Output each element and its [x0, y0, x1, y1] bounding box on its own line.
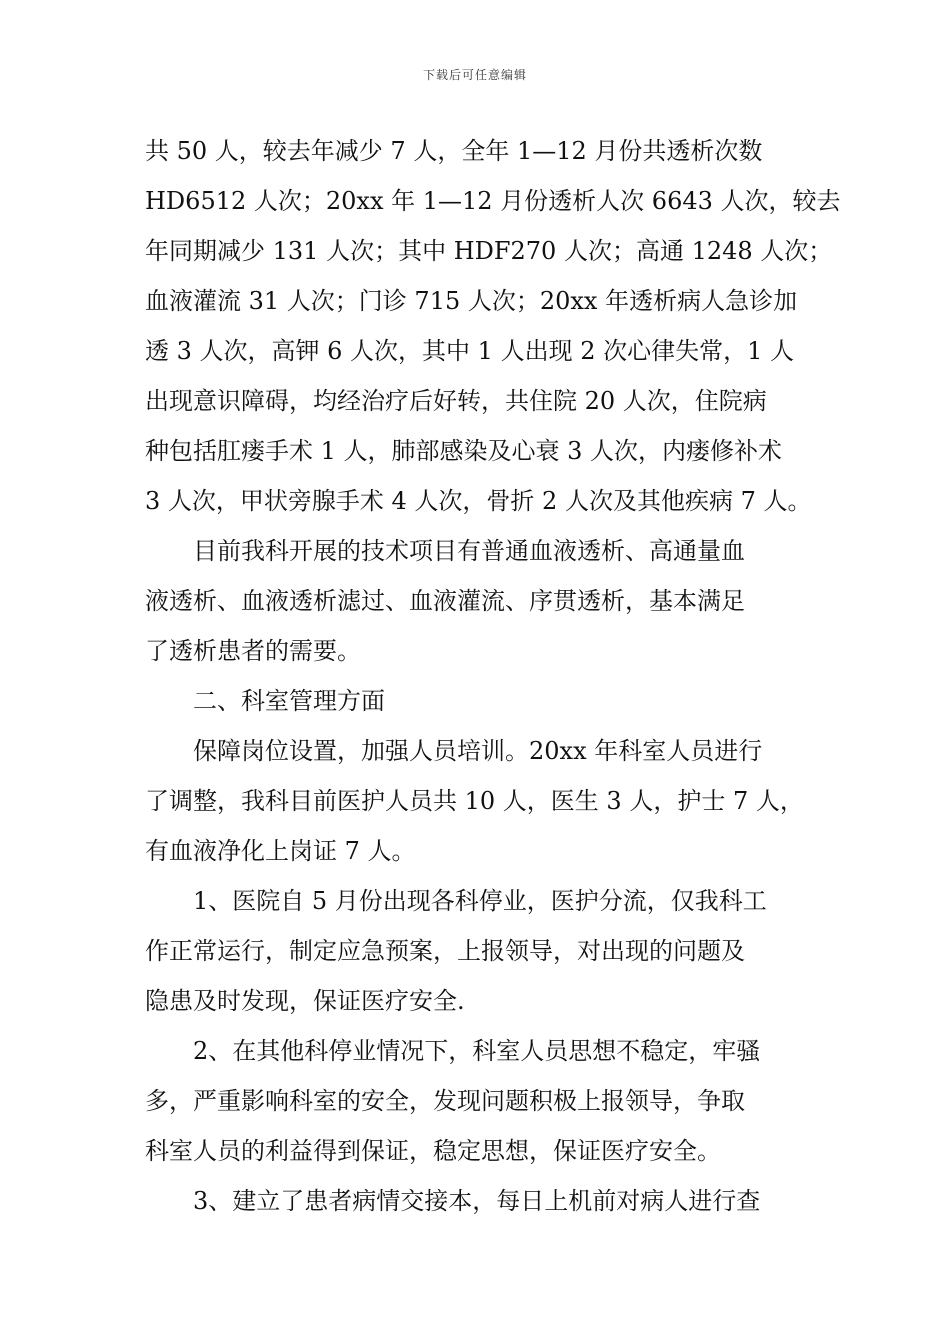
text-line: 3、建立了患者病情交接本，每日上机前对病人进行查 — [193, 1187, 761, 1215]
text-line: 透 3 人次，高钾 6 人次，其中 1 人出现 2 次心律失常，1 人 — [145, 337, 795, 365]
text-line: 液透析、血液透析滤过、血液灌流、序贯透析，基本满足 — [145, 587, 745, 615]
text-line: 种包括肛瘘手术 1 人，肺部感染及心衰 3 人次，内瘘修补术 — [145, 437, 783, 465]
text-line: 年同期减少 131 人次；其中 HDF270 人次；高通 1248 人次； — [145, 237, 833, 265]
text-line: 3 人次，甲状旁腺手术 4 人次，骨折 2 人次及其他疾病 7 人。 — [145, 487, 812, 515]
document-body — [145, 126, 841, 1226]
text-line: 共 50 人，较去年减少 7 人，全年 1—12 月份共透析次数 — [145, 137, 763, 165]
section-heading: 二、科室管理方面 — [193, 687, 385, 715]
text-line: 出现意识障碍，均经治疗后好转，共住院 20 人次，住院病 — [145, 387, 767, 415]
text-line: 了透析患者的需要。 — [145, 637, 361, 665]
text-line: 有血液净化上岗证 7 人。 — [145, 837, 416, 865]
text-line: 了调整，我科目前医护人员共 10 人，医生 3 人，护士 7 人， — [145, 787, 804, 815]
text-line: 作正常运行，制定应急预案，上报领导，对出现的问题及 — [145, 937, 745, 965]
text-line: 保障岗位设置，加强人员培训。20xx 年科室人员进行 — [193, 737, 763, 765]
text-line: 目前我科开展的技术项目有普通血液透析、高通量血 — [193, 537, 745, 565]
text-line: 科室人员的利益得到保证，稳定思想，保证医疗安全。 — [145, 1137, 721, 1165]
text-line: 隐患及时发现，保证医疗安全. — [145, 987, 465, 1015]
text-line: 血液灌流 31 人次；门诊 715 人次；20xx 年透析病人急诊加 — [145, 287, 798, 315]
text-line: HD6512 人次；20xx 年 1—12 月份透析人次 6643 人次，较去 — [145, 187, 841, 215]
header-note: 下载后可任意编辑 — [422, 68, 527, 82]
text-line: 2、在其他科停业情况下，科室人员思想不稳定，牢骚 — [193, 1037, 761, 1065]
text-line: 1、医院自 5 月份出现各科停业，医护分流，仅我科工 — [193, 887, 767, 915]
text-line: 多，严重影响科室的安全，发现问题积极上报领导，争取 — [145, 1087, 745, 1115]
